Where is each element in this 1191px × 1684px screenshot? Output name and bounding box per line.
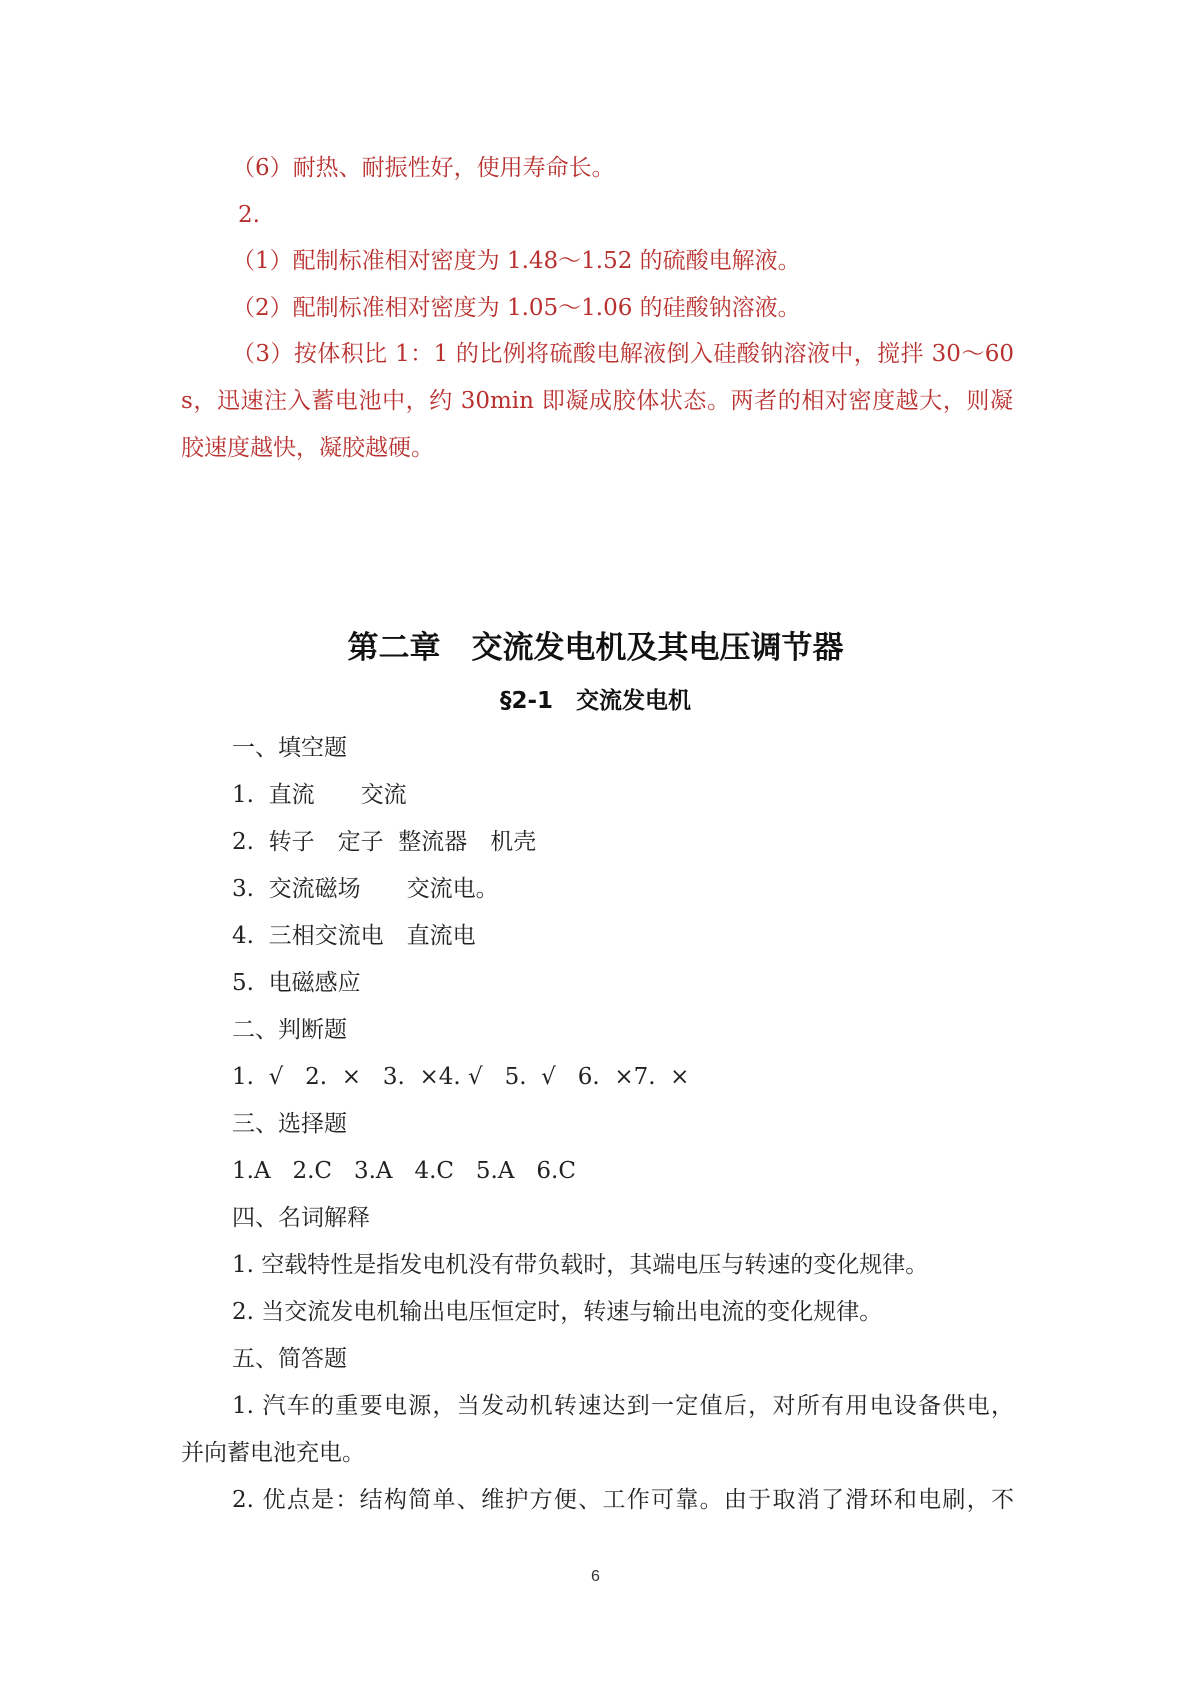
- multiple-choice-heading: 三、选择题: [232, 1111, 347, 1137]
- answer-step-1: （1）配制标准相对密度为 1.48～1.52 的硫酸电解液。: [232, 248, 801, 274]
- answer-item-2-number: 2.: [238, 202, 260, 228]
- short-answer-heading: 五、简答题: [232, 1346, 347, 1372]
- answer-item-6: （6）耐热、耐振性好，使用寿命长。: [232, 155, 615, 181]
- page-number: 6: [591, 1568, 600, 1585]
- section-title: §2-1 交流发电机: [499, 688, 692, 714]
- answer-step-3-line-3: 胶速度越快，凝胶越硬。: [181, 435, 434, 461]
- fill-blank-item-2: 2. 转子 定子 整流器 机壳: [232, 829, 537, 855]
- short-answer-item-1-line-2: 并向蓄电池充电。: [181, 1440, 365, 1466]
- fill-blank-heading: 一、填空题: [232, 735, 347, 761]
- answer-step-2: （2）配制标准相对密度为 1.05～1.06 的硅酸钠溶液。: [232, 295, 801, 321]
- short-answer-item-2-line-1: 2. 优点是：结构简单、维护方便、工作可靠。由于取消了滑环和电刷，不: [232, 1487, 1014, 1513]
- answer-step-3-line-2: s，迅速注入蓄电池中，约 30min 即凝成胶体状态。两者的相对密度越大，则凝: [181, 388, 1013, 414]
- terms-item-1: 1. 空载特性是指发电机没有带负载时，其端电压与转速的变化规律。: [232, 1252, 929, 1278]
- terms-item-2: 2. 当交流发电机输出电压恒定时，转速与输出电流的变化规律。: [232, 1299, 883, 1325]
- true-false-answers: 1. √ 2. × 3. ×4. √ 5. √ 6. ×7. ×: [232, 1064, 690, 1090]
- fill-blank-item-1: 1. 直流 交流: [232, 782, 407, 808]
- fill-blank-item-5: 5. 电磁感应: [232, 970, 361, 996]
- fill-blank-item-3: 3. 交流磁场 交流电。: [232, 876, 499, 902]
- chapter-title: 第二章 交流发电机及其电压调节器: [347, 630, 844, 666]
- short-answer-item-1-line-1: 1. 汽车的重要电源，当发动机转速达到一定值后，对所有用电设备供电，: [232, 1393, 1014, 1419]
- true-false-heading: 二、判断题: [232, 1017, 347, 1043]
- multiple-choice-answers: 1.A 2.C 3.A 4.C 5.A 6.C: [232, 1158, 576, 1184]
- terms-heading: 四、名词解释: [232, 1205, 370, 1231]
- fill-blank-item-4: 4. 三相交流电 直流电: [232, 923, 476, 949]
- answer-step-3-line-1: （3）按体积比 1：1 的比例将硫酸电解液倒入硅酸钠溶液中，搅拌 30～60: [232, 341, 1014, 367]
